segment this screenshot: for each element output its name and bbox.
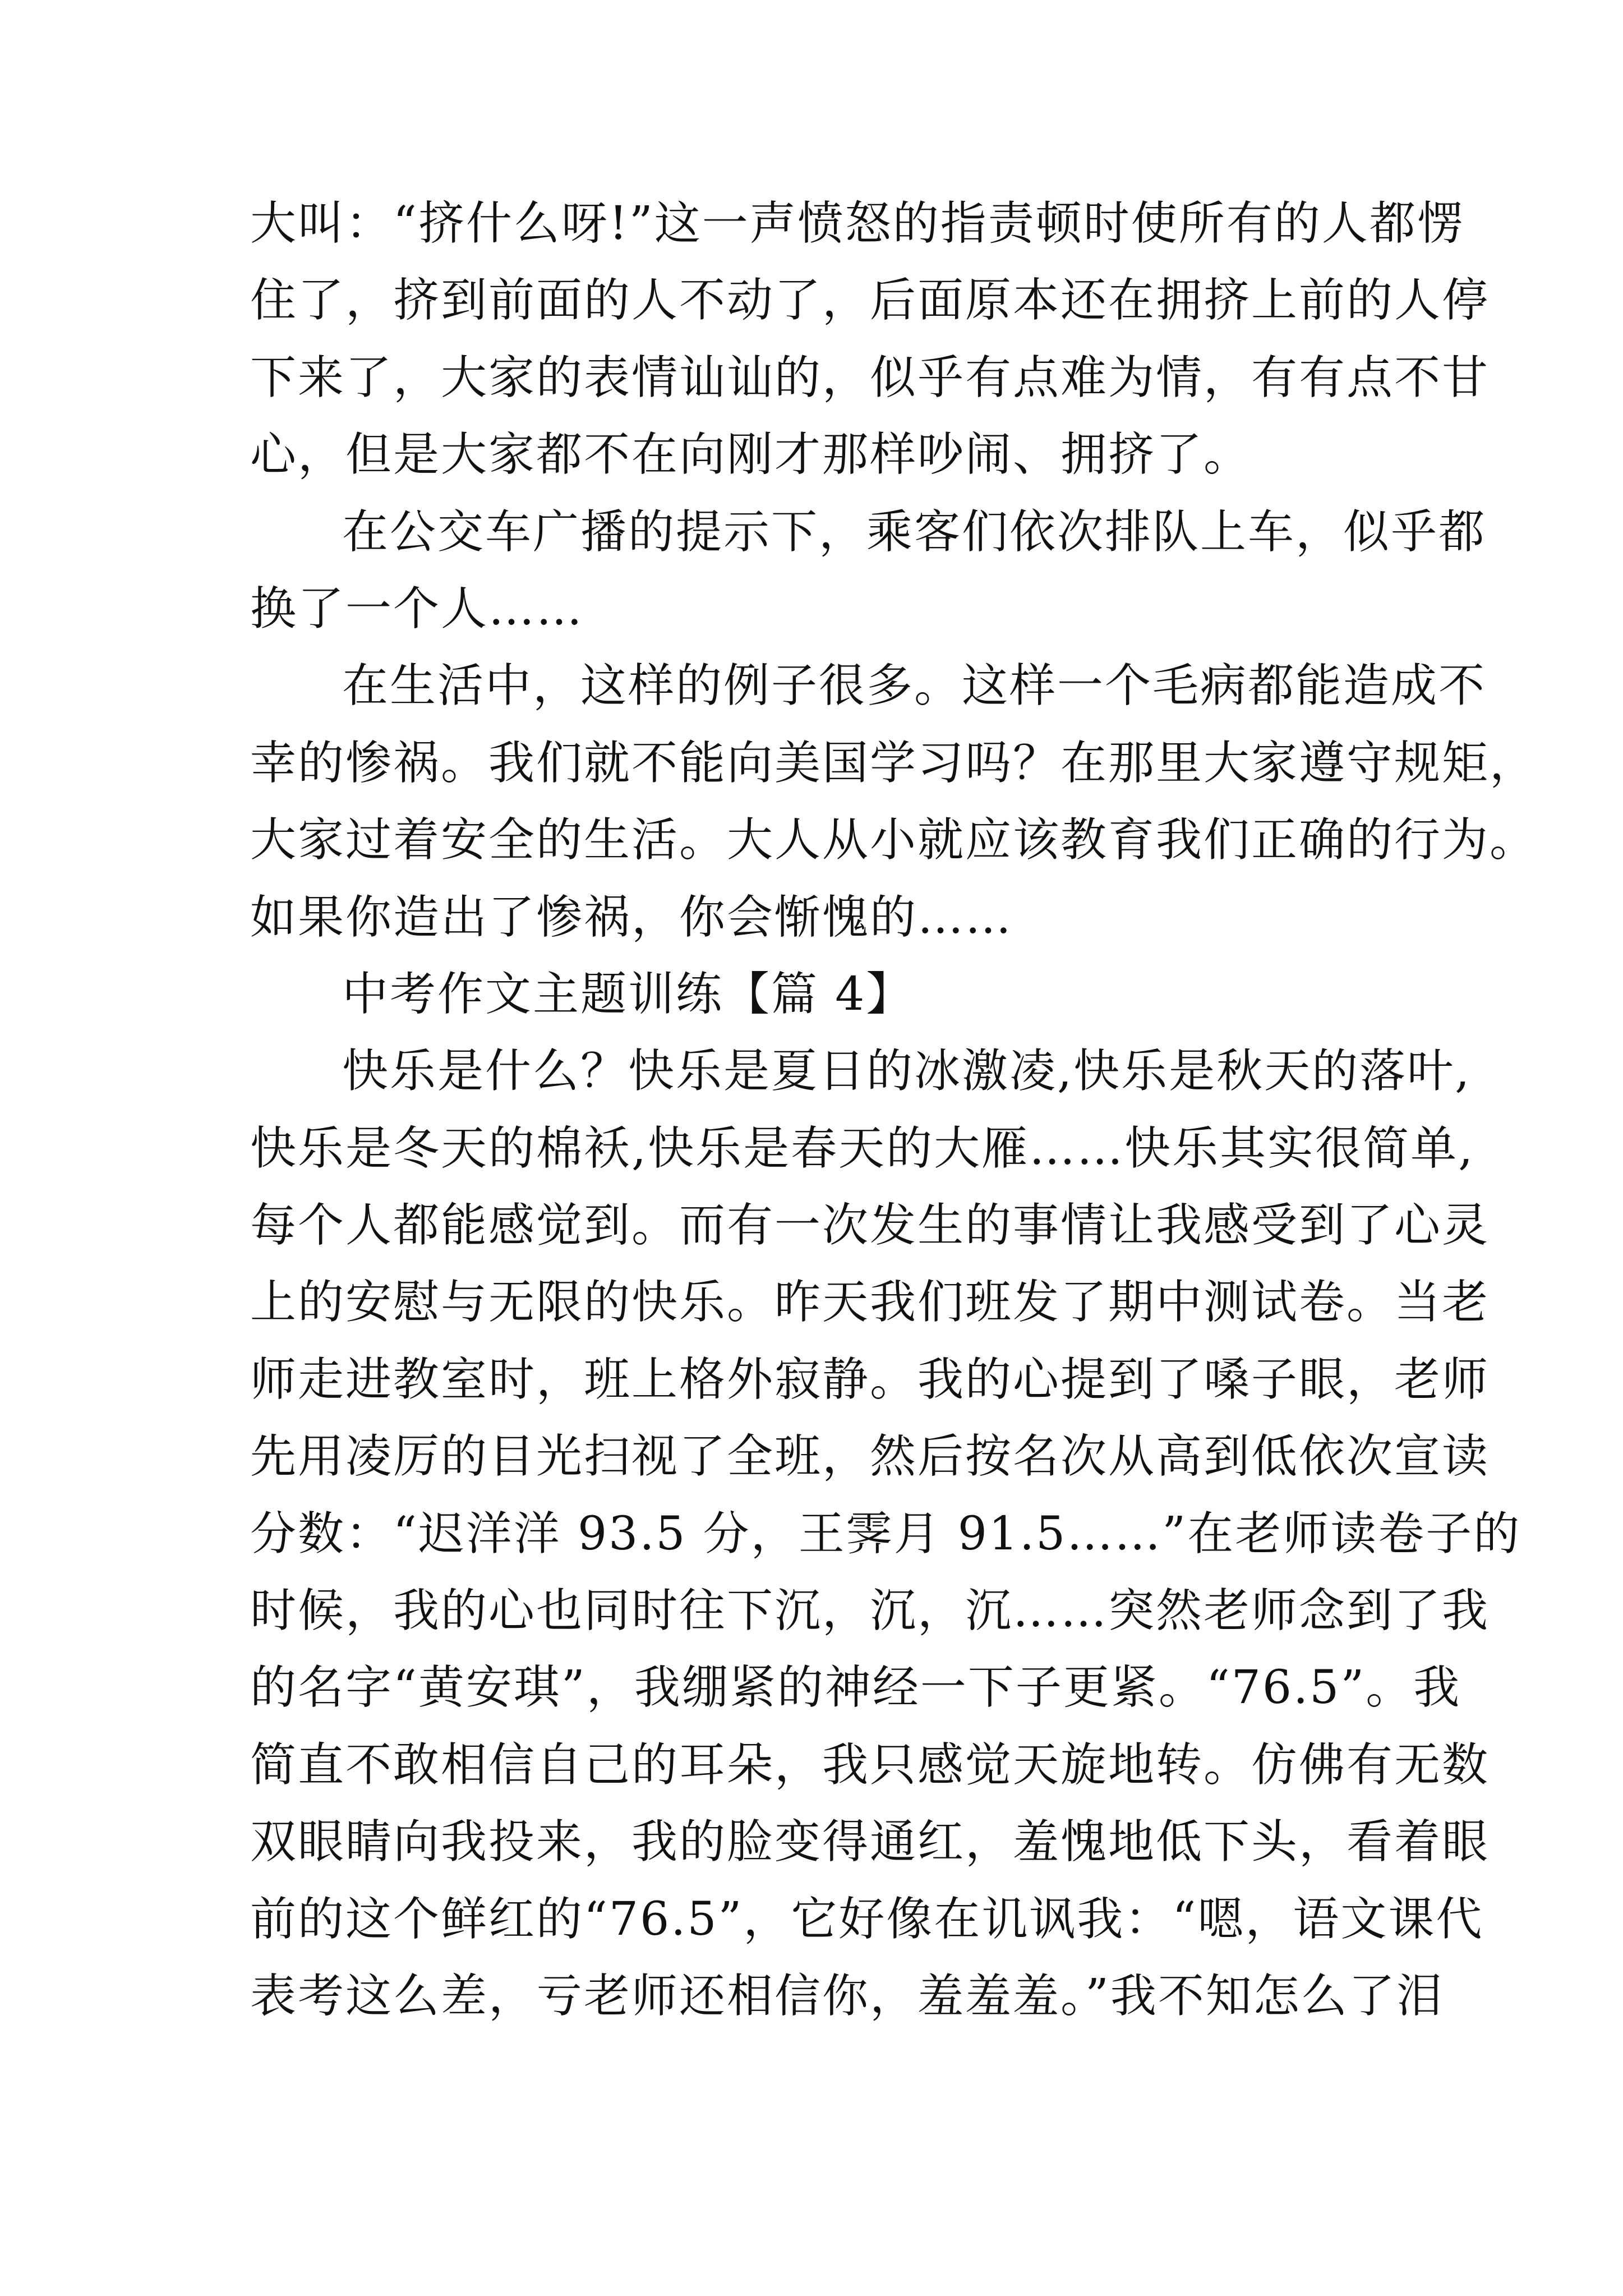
text-line: 师走进教室时，班上格外寂静。我的心提到了嗓子眼，老师 (250, 1352, 1490, 1406)
text-line: 在生活中，这样的例子很多。这样一个毛病都能造成不 (342, 659, 1487, 713)
text-line: 时候，我的心也同时往下沉，沉，沉……突然老师念到了我 (250, 1584, 1490, 1638)
text-line: 每个人都能感觉到。而有一次发生的事情让我感受到了心灵 (250, 1199, 1490, 1253)
text-line: 换了一个人…… (250, 582, 584, 636)
text-line: 下来了，大家的表情讪讪的，似乎有点难为情，有有点不甘 (250, 351, 1490, 404)
text-line: 快乐是冬天的棉袄,快乐是春天的大雁……快乐其实很简单, (250, 1121, 1475, 1175)
text-line: 幸的惨祸。我们就不能向美国学习吗？在那里大家遵守规矩， (250, 736, 1538, 790)
text-line: 住了，挤到前面的人不动了，后面原本还在拥挤上前的人停 (250, 274, 1490, 328)
text-line: 如果你造出了惨祸，你会惭愧的…… (250, 890, 1013, 944)
text-line: 简直不敢相信自己的耳朵，我只感觉天旋地转。仿佛有无数 (250, 1738, 1490, 1792)
text-line: 大家过着安全的生活。大人从小就应该教育我们正确的行为。 (250, 813, 1538, 867)
text-line: 在公交车广播的提示下，乘客们依次排队上车，似乎都 (342, 505, 1487, 559)
text-line: 先用凌厉的目光扫视了全班，然后按名次从高到低依次宣读 (250, 1430, 1490, 1484)
text-line: 分数：“迟洋洋 93.5 分，王霁月 91.5……”在老师读卷子的 (250, 1507, 1521, 1561)
body-text (250, 185, 1538, 2035)
section-heading: 中考作文主题训练【篇 4】 (342, 967, 914, 1021)
text-line: 的名字“黄安琪”，我绷紧的神经一下子更紧。“76.5”。我 (250, 1661, 1461, 1715)
text-line: 前的这个鲜红的“76.5”，它好像在讥讽我：“嗯，语文课代 (250, 1892, 1484, 1946)
text-line: 表考这么差，亏老师还相信你，羞羞羞。”我不知怎么了泪 (250, 1969, 1444, 2023)
text-line: 快乐是什么？快乐是夏日的冰激凌,快乐是秋天的落叶, (342, 1045, 1472, 1098)
text-line: 心，但是大家都不在向刚才那样吵闹、拥挤了。 (250, 428, 1252, 482)
text-line: 上的安慰与无限的快乐。昨天我们班发了期中测试卷。当老 (250, 1276, 1490, 1329)
text-line: 大叫：“挤什么呀!”这一声愤怒的指责顿时使所有的人都愣 (250, 197, 1465, 250)
text-line: 双眼睛向我投来，我的脸变得通红，羞愧地低下头，看着眼 (250, 1815, 1490, 1869)
